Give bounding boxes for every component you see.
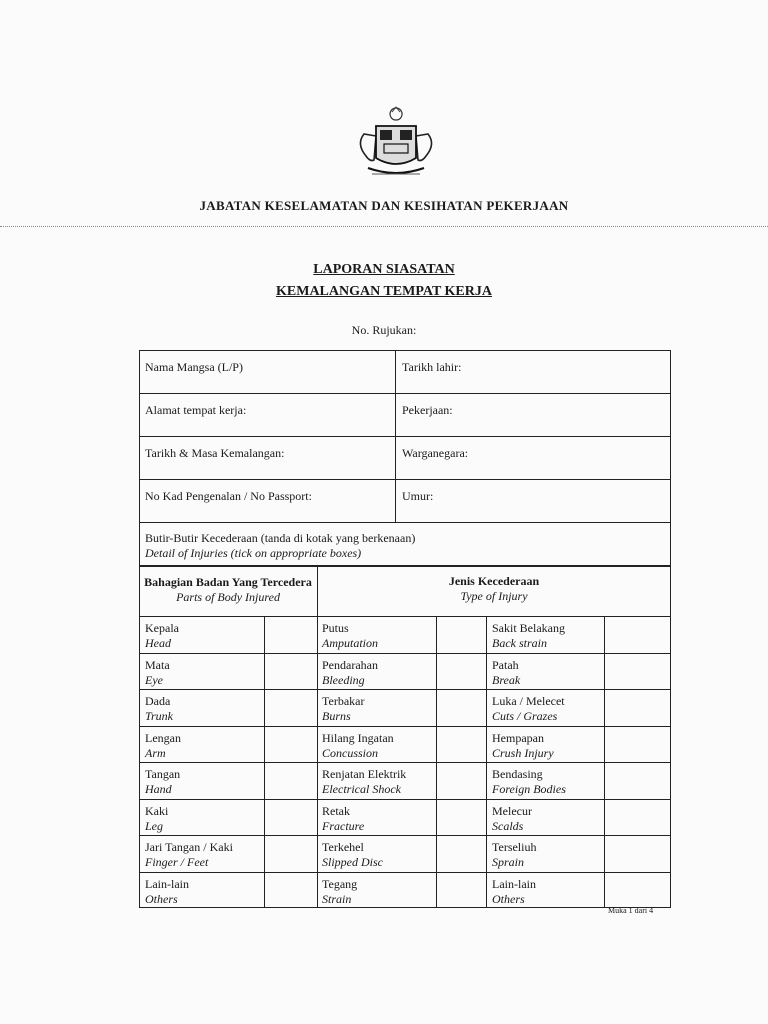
body-part-label <box>145 621 179 651</box>
body-parts-header-ms: Bahagian Badan Yang Tercedera <box>144 575 312 589</box>
tick-checkbox[interactable] <box>437 727 485 762</box>
tick-checkbox[interactable] <box>437 654 485 689</box>
tick-checkbox[interactable] <box>265 690 316 725</box>
nationality-field[interactable]: Warganegara: <box>402 446 469 460</box>
tick-checkbox[interactable] <box>437 836 485 871</box>
injury-type-en: Fracture <box>322 819 365 833</box>
injury-type-en: Electrical Shock <box>322 782 401 796</box>
body-part-label <box>145 694 173 724</box>
tick-checkbox[interactable] <box>605 617 670 652</box>
body-parts-header-en: Parts of Body Injured <box>176 590 280 604</box>
injury-type-en: Others <box>492 892 525 906</box>
body-part-label <box>145 804 168 834</box>
injury-type-header <box>317 574 671 604</box>
birth-date-field[interactable]: Tarikh lahir: <box>402 360 462 374</box>
injury-type-ms: Terbakar <box>322 694 365 708</box>
injury-type-ms: Pendarahan <box>322 658 378 672</box>
body-part-label <box>145 658 170 688</box>
injury-type-label <box>322 658 378 688</box>
injury-type-ms: Luka / Melecet <box>492 694 565 708</box>
body-part-en: Hand <box>145 782 172 796</box>
injury-type-label <box>322 767 406 797</box>
agency-name: JABATAN KESELAMATAN DAN KESIHATAN PEKERJAAN <box>199 198 569 213</box>
injury-details-label-en: Detail of Injuries (tick on appropriate boxes) <box>145 546 362 560</box>
injury-type-label <box>322 877 357 907</box>
injury-type-en: Foreign Bodies <box>492 782 566 796</box>
page-number: Muka 1 dari 4 <box>608 906 654 915</box>
id-passport-field[interactable]: No Kad Pengenalan / No Passport: <box>145 489 312 503</box>
tick-checkbox[interactable] <box>265 763 316 798</box>
body-part-en: Finger / Feet <box>145 855 209 869</box>
body-part-label <box>145 840 233 870</box>
tick-checkbox[interactable] <box>437 690 485 725</box>
tick-checkbox[interactable] <box>265 836 316 871</box>
injury-type-en: Sprain <box>492 855 525 869</box>
accident-datetime-field[interactable]: Tarikh & Masa Kemalangan: <box>145 446 285 460</box>
injury-type-header-ms: Jenis Kecederaan <box>448 574 540 588</box>
injury-type-label <box>492 731 554 761</box>
injury-type-label <box>322 621 378 651</box>
tick-checkbox[interactable] <box>605 800 670 835</box>
injury-details-label-ms: Butir-Butir Kecederaan (tanda di kotak yang berkenaan) <box>145 531 416 545</box>
body-part-ms: Lain-lain <box>145 877 189 891</box>
injury-type-label <box>322 840 383 870</box>
injury-type-en: Slipped Disc <box>322 855 383 869</box>
injury-type-ms: Sakit Belakang <box>492 621 565 635</box>
injury-type-label <box>322 804 364 834</box>
body-part-ms: Lengan <box>145 731 181 745</box>
body-part-ms: Tangan <box>145 767 181 781</box>
injury-type-en: Amputation <box>322 636 378 650</box>
tick-checkbox[interactable] <box>605 836 670 871</box>
injury-type-en: Burns <box>322 709 351 723</box>
injury-type-en: Strain <box>322 892 352 906</box>
tick-checkbox[interactable] <box>437 873 485 908</box>
age-field[interactable]: Umur: <box>402 489 434 503</box>
tick-checkbox[interactable] <box>265 800 316 835</box>
injury-type-header-en: Type of Injury <box>460 589 528 603</box>
injury-type-en: Bleeding <box>322 673 365 687</box>
injury-type-ms: Melecur <box>492 804 532 818</box>
tick-checkbox[interactable] <box>605 690 670 725</box>
victim-name-field[interactable]: Nama Mangsa (L/P) <box>145 360 243 374</box>
report-title-line2: KEMALANGAN TEMPAT KERJA <box>276 284 492 299</box>
divider <box>0 226 768 227</box>
injury-type-en: Break <box>492 673 521 687</box>
tick-checkbox[interactable] <box>265 617 316 652</box>
injury-type-ms: Tegang <box>322 877 358 891</box>
injury-type-ms: Bendasing <box>492 767 543 781</box>
occupation-field[interactable]: Pekerjaan: <box>402 403 453 417</box>
body-part-ms: Kepala <box>145 621 179 635</box>
report-title-line1: LAPORAN SIASATAN <box>313 262 455 277</box>
injury-type-label <box>322 731 394 761</box>
tick-checkbox[interactable] <box>437 617 485 652</box>
injury-type-ms: Hempapan <box>492 731 544 745</box>
body-part-label <box>145 767 180 797</box>
injury-type-ms: Putus <box>322 621 349 635</box>
injury-type-ms: Lain-lain <box>492 877 536 891</box>
body-part-ms: Mata <box>145 658 170 672</box>
tick-checkbox[interactable] <box>437 800 485 835</box>
injury-type-ms: Terseliuh <box>492 840 537 854</box>
body-part-en: Eye <box>145 673 163 687</box>
injury-type-label <box>492 658 520 688</box>
body-part-ms: Dada <box>145 694 171 708</box>
tick-checkbox[interactable] <box>265 654 316 689</box>
injury-type-en: Crush Injury <box>492 746 554 760</box>
injury-type-ms: Retak <box>322 804 350 818</box>
injury-type-en: Cuts / Grazes <box>492 709 558 723</box>
injury-type-ms: Patah <box>492 658 519 672</box>
body-part-ms: Jari Tangan / Kaki <box>145 840 233 854</box>
injury-type-label <box>492 877 536 907</box>
tick-checkbox[interactable] <box>605 763 670 798</box>
workplace-address-field[interactable]: Alamat tempat kerja: <box>145 403 247 417</box>
injury-type-label <box>322 694 364 724</box>
tick-checkbox[interactable] <box>605 727 670 762</box>
tick-checkbox[interactable] <box>265 873 316 908</box>
body-part-label <box>145 877 189 907</box>
body-parts-header <box>139 575 317 605</box>
tick-checkbox[interactable] <box>605 873 670 908</box>
injury-type-ms: Terkehel <box>322 840 364 854</box>
injury-type-ms: Hilang Ingatan <box>322 731 394 745</box>
body-part-en: Leg <box>145 819 163 833</box>
injury-type-ms: Renjatan Elektrik <box>322 767 407 781</box>
coat-of-arms-icon <box>354 104 438 184</box>
injury-type-en: Scalds <box>492 819 524 833</box>
injury-type-label <box>492 767 566 797</box>
body-part-en: Others <box>145 892 178 906</box>
injury-type-label <box>492 694 565 724</box>
injury-details-label <box>145 531 415 561</box>
injury-type-en: Concussion <box>322 746 379 760</box>
tick-checkbox[interactable] <box>605 654 670 689</box>
tick-checkbox[interactable] <box>265 727 316 762</box>
body-part-en: Trunk <box>145 709 174 723</box>
injury-type-label <box>492 840 536 870</box>
body-part-ms: Kaki <box>145 804 169 818</box>
tick-checkbox[interactable] <box>437 763 485 798</box>
reference-number-label: No. Rujukan: <box>351 323 417 337</box>
body-part-label <box>145 731 181 761</box>
body-part-en: Head <box>145 636 171 650</box>
injury-type-label <box>492 804 532 834</box>
injury-type-label <box>492 621 565 651</box>
injury-type-en: Back strain <box>492 636 547 650</box>
body-part-en: Arm <box>145 746 166 760</box>
